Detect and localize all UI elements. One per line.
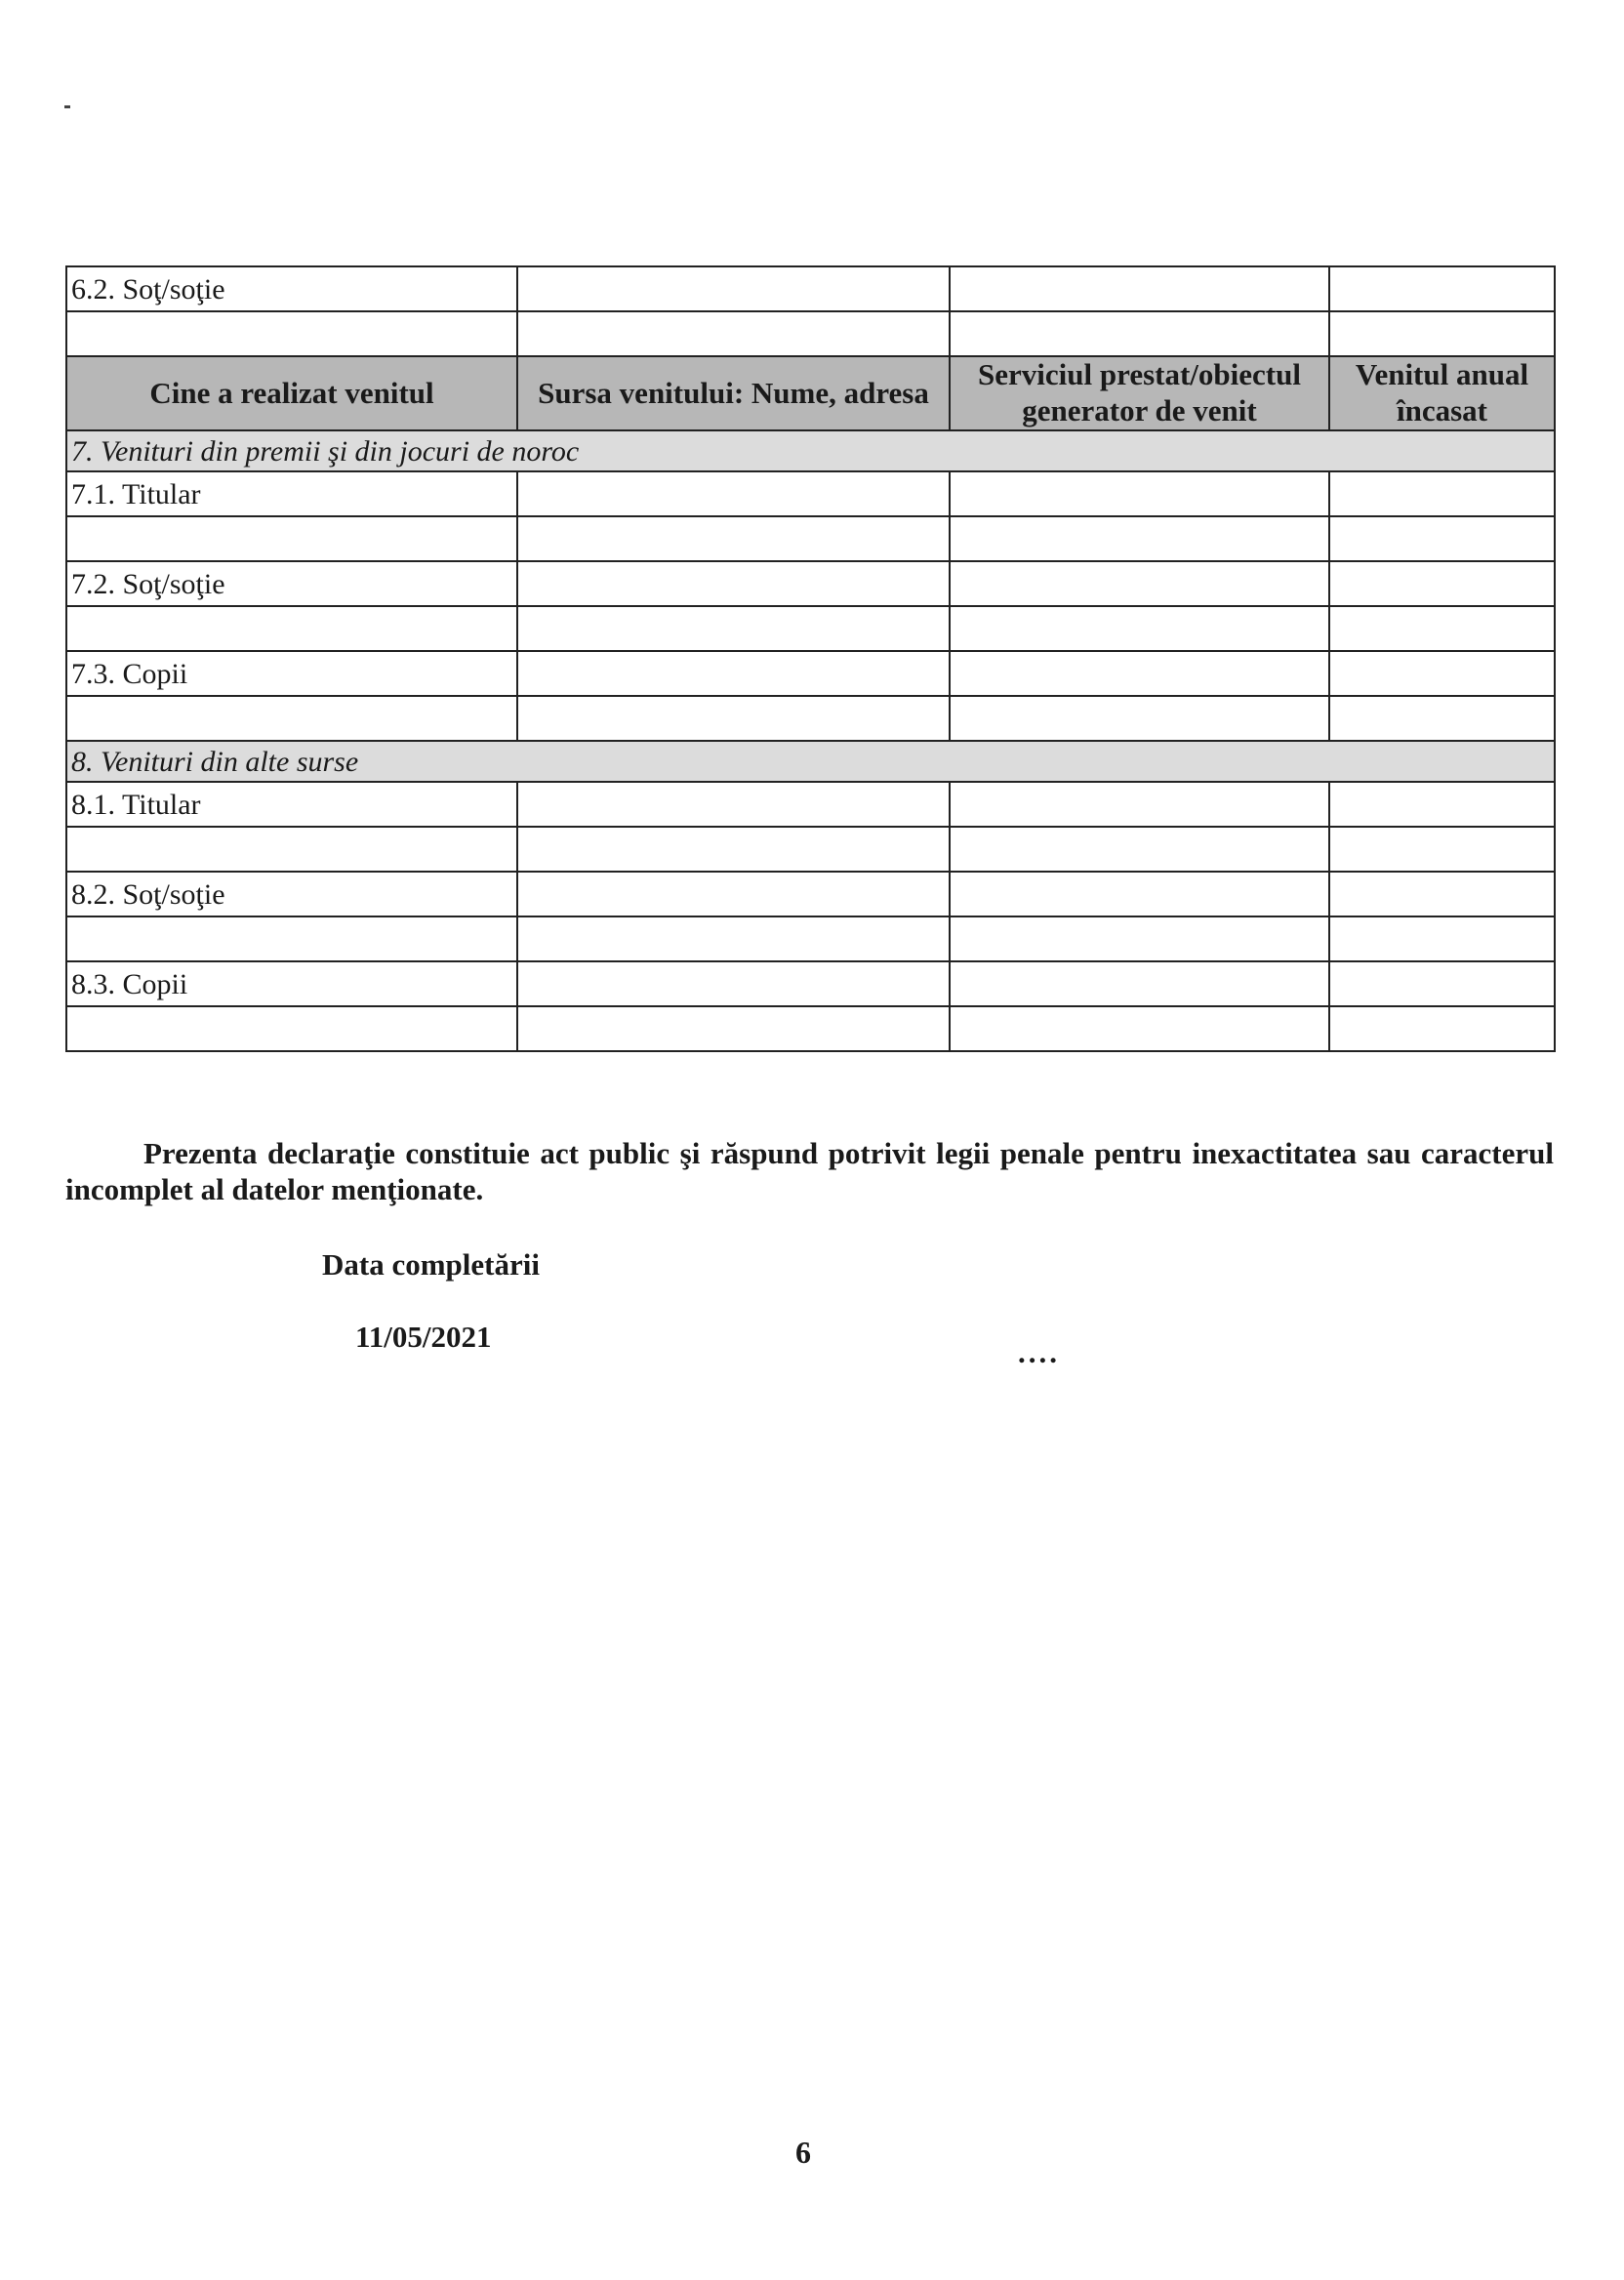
cell-source: [517, 827, 950, 872]
table-row: [66, 606, 1555, 651]
declaration-statement: Prezenta declaraţie constituie act public şi răspund potrivit legii penale pentru inexactitatea sau caracterul incomplet al datelor menţionate.: [65, 1136, 1554, 1206]
cell-service: [950, 961, 1329, 1006]
table-row: [66, 516, 1555, 561]
cell-service: [950, 651, 1329, 696]
table-row: [66, 311, 1555, 356]
cell-source: [517, 916, 950, 961]
cell-source: [517, 471, 950, 516]
signature-placeholder: ....: [1018, 1335, 1060, 1369]
cell-service: [950, 561, 1329, 606]
cell-source: [517, 266, 950, 311]
cell-source: [517, 696, 950, 741]
cell-amount: [1329, 266, 1555, 311]
cell-source: [517, 961, 950, 1006]
cell-source: [517, 651, 950, 696]
table-row: [66, 916, 1555, 961]
table-row: [66, 872, 1555, 916]
table-row: [66, 651, 1555, 696]
section-row-8: [66, 741, 1555, 782]
table-row: [66, 827, 1555, 872]
row-label: 7.3. Copii: [66, 651, 517, 696]
cell-service: [950, 696, 1329, 741]
row-label: 8.1. Titular: [66, 782, 517, 827]
row-label: [66, 606, 517, 651]
cell-service: [950, 266, 1329, 311]
table-row: [66, 471, 1555, 516]
completion-date-value: 11/05/2021: [355, 1320, 492, 1354]
cell-source: [517, 561, 950, 606]
header-income-source: Sursa venitului: Nume, adresa: [517, 356, 950, 430]
cell-amount: [1329, 827, 1555, 872]
cell-service: [950, 827, 1329, 872]
table-header-row: [66, 356, 1555, 430]
row-label: 8.3. Copii: [66, 961, 517, 1006]
table-row: [66, 1006, 1555, 1051]
cell-amount: [1329, 1006, 1555, 1051]
completion-date-label: Data completării: [322, 1247, 540, 1282]
cell-source: [517, 311, 950, 356]
cell-amount: [1329, 651, 1555, 696]
cell-service: [950, 311, 1329, 356]
row-label: 7.1. Titular: [66, 471, 517, 516]
header-service: Serviciul prestat/obiectul generator de venit: [950, 356, 1329, 430]
table-row: [66, 561, 1555, 606]
cell-source: [517, 606, 950, 651]
row-label: 8.2. Soţ/soţie: [66, 872, 517, 916]
cell-source: [517, 872, 950, 916]
section-row-7: [66, 430, 1555, 471]
table-row: [66, 266, 1555, 311]
table-row: [66, 782, 1555, 827]
cell-service: [950, 1006, 1329, 1051]
cell-amount: [1329, 782, 1555, 827]
cell-source: [517, 516, 950, 561]
cell-amount: [1329, 516, 1555, 561]
scan-artifact: [64, 105, 70, 108]
cell-amount: [1329, 916, 1555, 961]
section-title: 7. Venituri din premii şi din jocuri de noroc: [66, 430, 1555, 471]
row-label: [66, 827, 517, 872]
header-annual-income: Venitul anual încasat: [1329, 356, 1555, 430]
cell-source: [517, 782, 950, 827]
section-title: 8. Venituri din alte surse: [66, 741, 1555, 782]
row-label: [66, 916, 517, 961]
page-number: 6: [795, 2135, 811, 2170]
row-label: [66, 1006, 517, 1051]
row-label: [66, 696, 517, 741]
cell-amount: [1329, 561, 1555, 606]
cell-service: [950, 916, 1329, 961]
cell-service: [950, 872, 1329, 916]
cell-service: [950, 516, 1329, 561]
table-row: [66, 696, 1555, 741]
cell-service: [950, 471, 1329, 516]
cell-service: [950, 606, 1329, 651]
cell-amount: [1329, 696, 1555, 741]
row-label: [66, 311, 517, 356]
row-label: 7.2. Soţ/soţie: [66, 561, 517, 606]
table-row: [66, 961, 1555, 1006]
cell-source: [517, 1006, 950, 1051]
cell-amount: [1329, 606, 1555, 651]
cell-amount: [1329, 311, 1555, 356]
cell-service: [950, 782, 1329, 827]
income-table: [65, 265, 1556, 1052]
cell-amount: [1329, 872, 1555, 916]
cell-amount: [1329, 961, 1555, 1006]
row-label: [66, 516, 517, 561]
cell-amount: [1329, 471, 1555, 516]
header-who-earned: Cine a realizat venitul: [66, 356, 517, 430]
row-label: 6.2. Soţ/soţie: [66, 266, 517, 311]
